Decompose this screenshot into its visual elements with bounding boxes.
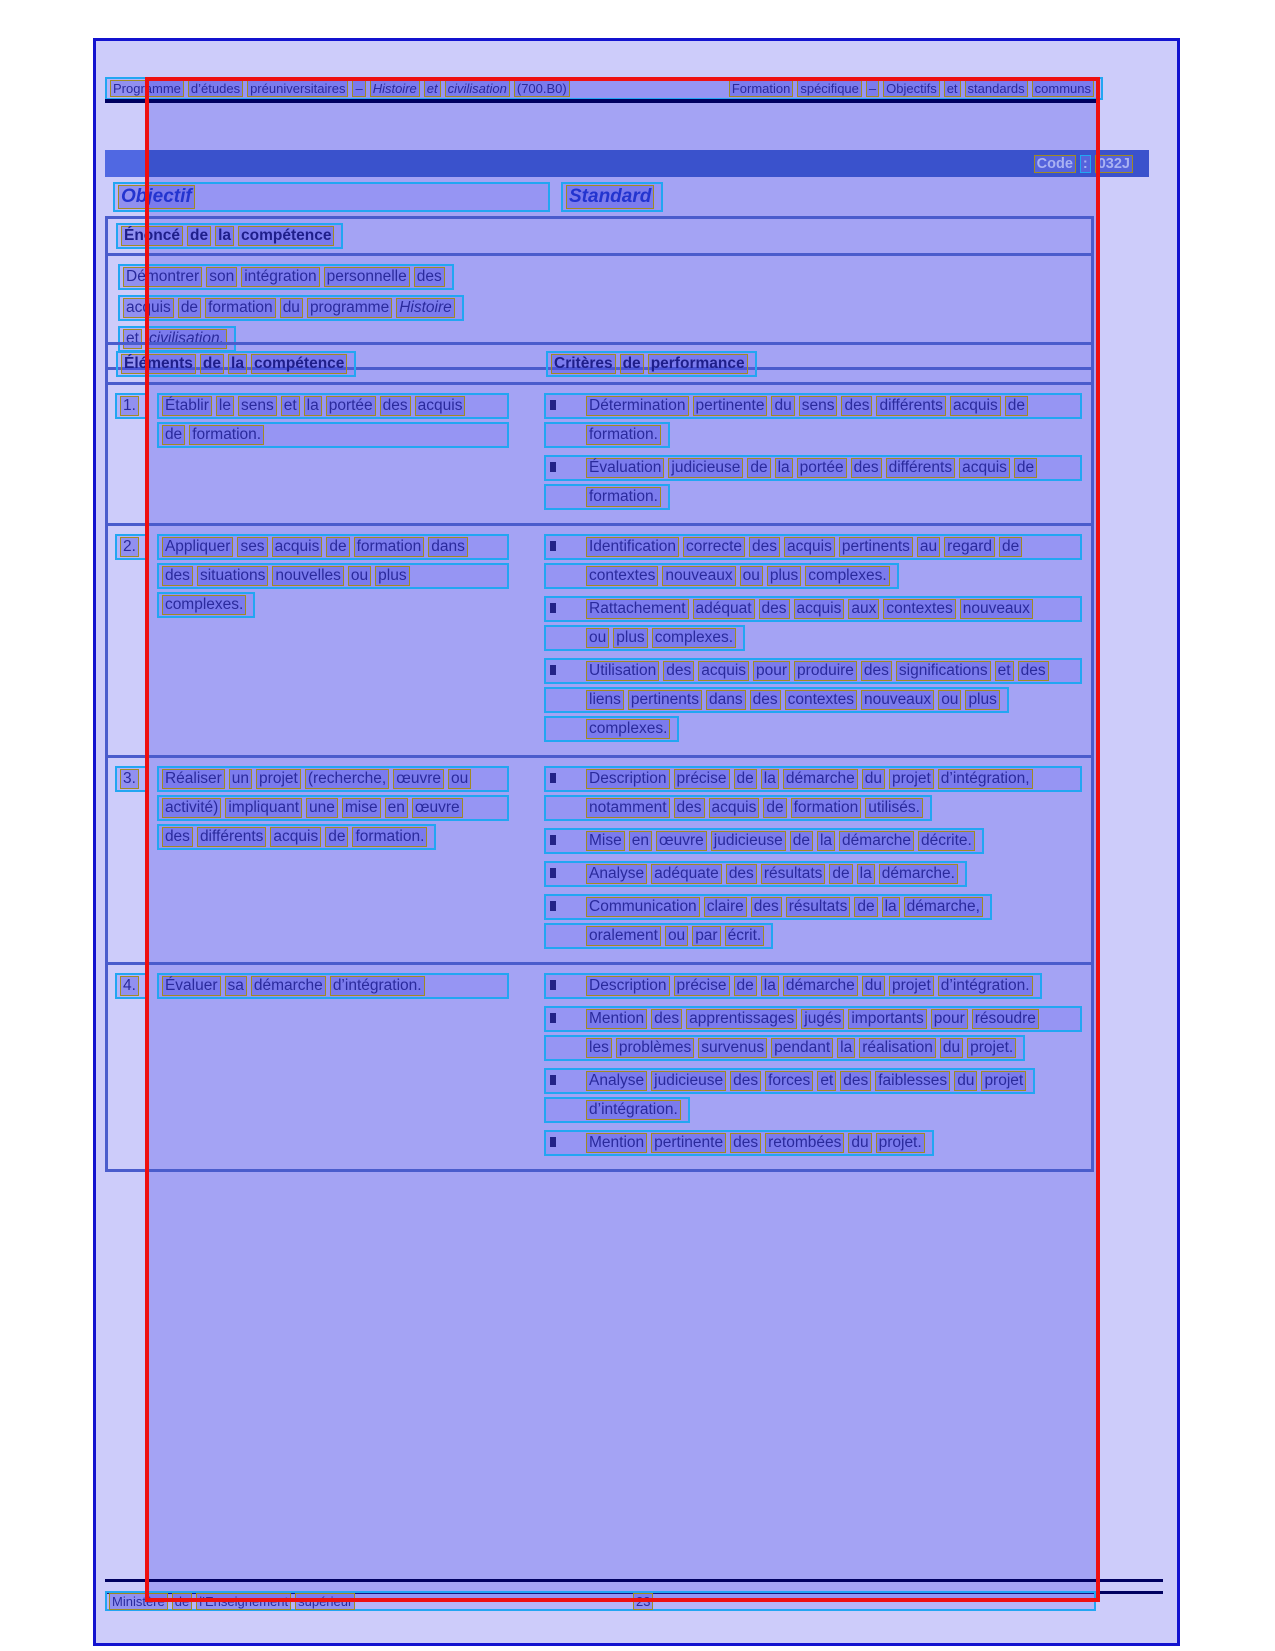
bullet-icon (550, 665, 556, 675)
bullet-item (544, 596, 1082, 651)
bullet-line: complexes. (544, 716, 679, 742)
bullet-item (544, 1068, 1082, 1123)
bullet-item (544, 828, 1082, 854)
bullet-line: Mention pertinente des retombées du projet. (544, 1130, 934, 1156)
bullet-item (544, 1130, 1082, 1156)
row-left-line: Appliquer ses acquis de formation dans (157, 534, 509, 560)
bullet-line: Identification correcte des acquis pertinents au regard de (544, 534, 1082, 560)
header-line (105, 77, 1093, 100)
code-value: 032J (1095, 155, 1133, 173)
table-row (108, 758, 1091, 965)
bullet-item (544, 534, 1082, 589)
row-left-line: complexes. (157, 592, 255, 618)
row-number: 4. (115, 973, 148, 999)
table-row (108, 526, 1091, 758)
bullet-icon (550, 868, 556, 878)
bullet-line: contextes nouveaux ou plus complexes. (544, 563, 899, 589)
bullet-icon (550, 400, 556, 410)
code-colon: : (1080, 155, 1091, 173)
bullet-line: Évaluation judicieuse de la portée des différents acquis de (544, 455, 1082, 481)
bullet-line: Analyse adéquate des résultats de la démarche. (544, 861, 967, 887)
bullet-line: oralement ou par écrit. (544, 923, 773, 949)
elements-header-left: Éléments de la compétence (116, 351, 356, 377)
bullet-icon (550, 603, 556, 613)
enonce-title: Énoncé de la compétence (116, 223, 343, 249)
row-number: 3. (115, 766, 148, 792)
bullet-line: Communication claire des résultats de la démarche, (544, 894, 992, 920)
bullet-line: les problèmes survenus pendant la réalisation du projet. (544, 1035, 1025, 1061)
page-number: 23 (633, 1593, 657, 1610)
row-left-line: Évaluer sa démarche d’intégration. (157, 973, 509, 999)
row-left-line: de formation. (157, 422, 509, 448)
elements-table (105, 342, 1094, 1172)
bullet-icon (550, 541, 556, 551)
bullet-line: Mention des apprentissages jugés importants pour résoudre (544, 1006, 1082, 1032)
bullet-item (544, 455, 1082, 510)
bullet-line: Description précise de la démarche du projet d’intégration, (544, 766, 1082, 792)
row-number: 1. (115, 393, 148, 419)
row-left-line: activité) impliquant une mise en œuvre (157, 795, 509, 821)
table-row (108, 965, 1091, 1169)
bullet-line: Description précise de la démarche du projet d’intégration. (544, 973, 1042, 999)
bullet-line: ou plus complexes. (544, 625, 745, 651)
bullet-line: Utilisation des acquis pour produire des significations et des (544, 658, 1082, 684)
column-headers (105, 182, 1098, 210)
bullet-line: liens pertinents dans des contextes nouveaux ou plus (544, 687, 1009, 713)
code-label: Code (1034, 155, 1076, 173)
row-number: 2. (115, 534, 148, 560)
row-left-line: des différents acquis de formation. (157, 824, 436, 850)
bullet-line: notamment des acquis de formation utilisés. (544, 795, 932, 821)
column-objectif-label: Objectif (113, 182, 550, 212)
bullet-item (544, 1006, 1082, 1061)
bullet-icon (550, 835, 556, 845)
enonce-body-line: et civilisation. (118, 326, 236, 352)
bullet-line: Mise en œuvre judicieuse de la démarche décrite. (544, 828, 984, 854)
bullet-line: Rattachement adéquat des acquis aux contextes nouveaux (544, 596, 1082, 622)
header-left-code: (700.B0) (514, 80, 574, 97)
bullet-item (544, 973, 1082, 999)
row-left-line: des situations nouvelles ou plus (157, 563, 509, 589)
footer-bar (105, 1591, 1096, 1611)
header-left-text: Programme d’études préuniversitaires – (110, 80, 370, 97)
elements-header-right: Critères de performance (546, 351, 757, 377)
bullet-item (544, 658, 1082, 742)
bullet-icon (550, 773, 556, 783)
bullet-line: d’intégration. (544, 1097, 690, 1123)
bullet-item (544, 393, 1082, 448)
bullet-icon (550, 980, 556, 990)
table-row (108, 385, 1091, 526)
code-bar (105, 150, 1149, 177)
header-left-italic: Histoire et civilisation (370, 80, 514, 97)
bullet-line: Analyse judicieuse des forces et des faiblesses du projet (544, 1068, 1035, 1094)
bullet-icon (550, 1137, 556, 1147)
bullet-line: Détermination pertinente du sens des différents acquis de (544, 393, 1082, 419)
bullet-icon (550, 1013, 556, 1023)
enonce-body-line: Démontrer son intégration personnelle des (118, 264, 454, 290)
header-right-text: Formation spécifique – Objectifs et standards communs (729, 80, 1098, 97)
column-standard-label: Standard (561, 182, 663, 212)
row-left-line: Établir le sens et la portée des acquis (157, 393, 509, 419)
document-page (93, 38, 1180, 1646)
header-rule (105, 99, 1098, 103)
row-left-line: Réaliser un projet (recherche, œuvre ou (157, 766, 509, 792)
bullet-icon (550, 1075, 556, 1085)
bullet-item (544, 766, 1082, 821)
bullet-item (544, 861, 1082, 887)
bullet-line: formation. (544, 422, 670, 448)
bullet-item (544, 894, 1082, 949)
enonce-body-line: acquis de formation du programme Histoire (118, 295, 464, 321)
footer-left-text: Ministère de l’Enseignement supérieur (109, 1593, 359, 1610)
bullet-icon (550, 901, 556, 911)
bullet-line: formation. (544, 484, 670, 510)
bullet-icon (550, 462, 556, 472)
